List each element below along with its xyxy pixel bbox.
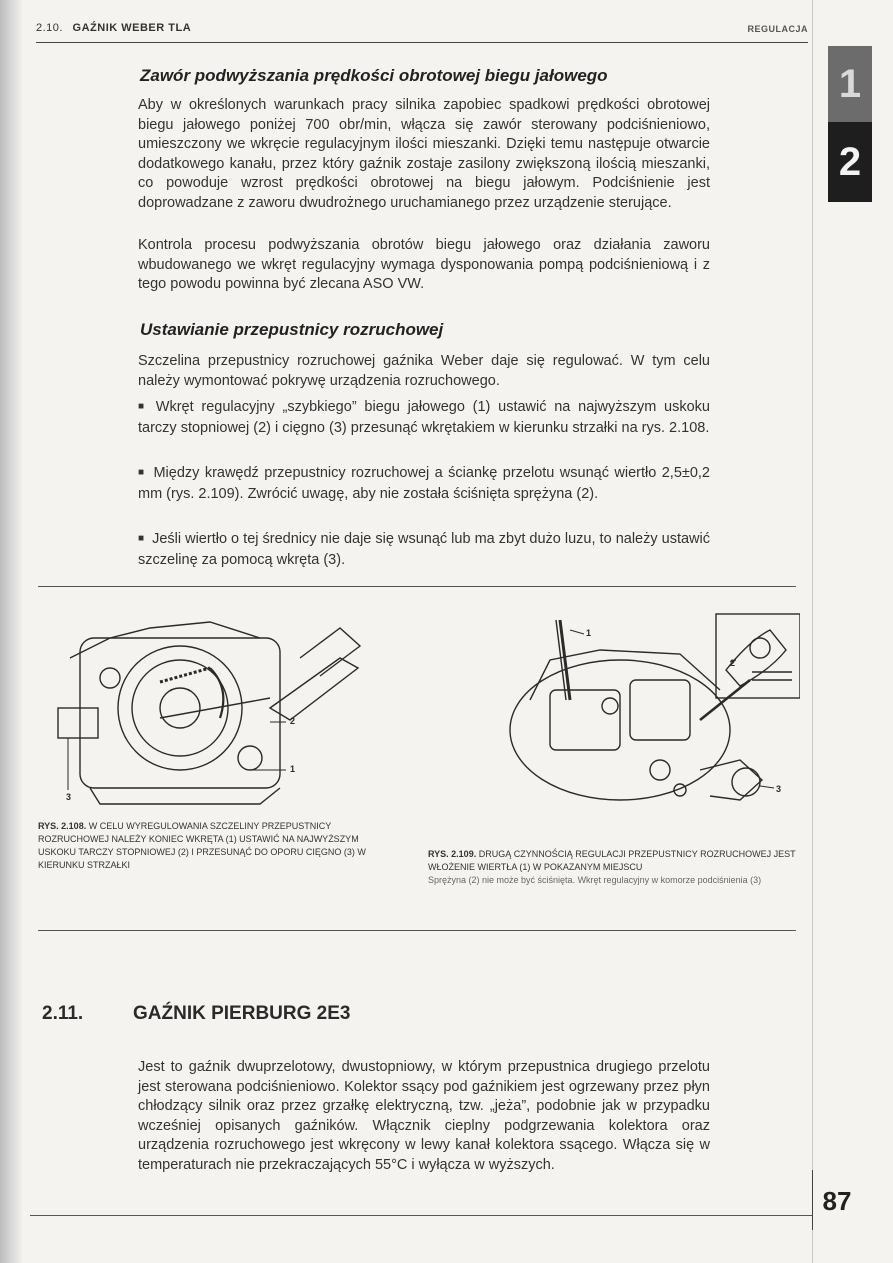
figure-2-108-callout-3: 3 <box>66 792 72 802</box>
figure-2-109-note: Sprężyna (2) nie może być ściśnięta. Wkręt regulacyjny w komorze podciśnienia (3) <box>428 875 762 885</box>
section-2-11-title: GAŹNIK PIERBURG 2E3 <box>133 1003 351 1024</box>
section-2-11-number: 2.11. <box>42 1003 84 1024</box>
figure-2-108-number: RYS. 2.108. <box>38 821 87 831</box>
figure-2-109-caption <box>428 848 800 887</box>
figure-2-109-callout-3: 3 <box>776 784 782 794</box>
idle-valve-heading: Zawór podwyższania prędkości obrotowej biegu jałowego <box>140 66 608 85</box>
choke-bullet-1: ■ Wkręt regulacyjny „szybkiego” biegu jałowego (1) ustawić na najwyższym uskoku tarczy stopniowej (2) i cięgno (3) przesunąć wkrętakiem w kierunku strzałki na rys. 2.108. <box>138 398 710 438</box>
figures-top-rule <box>38 586 796 587</box>
figure-2-108-callout-2: 2 <box>290 716 296 726</box>
idle-valve-paragraph-2: Kontrola procesu podwyższania obrotów biegu jałowego oraz działania zaworu wbudowanego we wkręt regulacyjny wymaga dysponowania pompą podciśnieniową i z tego powodu powinna być zlecana ASO VW. <box>138 237 710 292</box>
figure-2-108-caption-text: W CELU WYREGULOWANIA SZCZELINY PRZEPUSTNICY ROZRUCHOWEJ NALEŻY KONIEC WKRĘTA (1) USTAWIĆ NA NAJWYŻSZYM USKOKU TARCZY STOPNIOWEJ (2) I PRZESUNĄĆ DO OPORU CIĘGNO (3) W KIERUNKU STRZAŁKI <box>38 821 366 870</box>
running-head-title: GAŹNIK WEBER TLA <box>72 22 192 34</box>
page-number: 87 <box>822 1186 852 1216</box>
figure-2-108-drawing <box>40 598 370 810</box>
figures-bottom-rule <box>38 930 796 931</box>
running-head-section <box>36 22 191 34</box>
choke-bullet-3: ■ Jeśli wiertło o tej średnicy nie daje się wsunąć lub ma zbyt dużo luzu, to należy ustawić szczelinę za pomocą wkręta (3). <box>138 530 710 570</box>
page-binding-edge <box>0 0 22 1263</box>
figure-2-109-drawing <box>500 600 800 840</box>
idle-valve-paragraph-1: Aby w określonych warunkach pracy silnika zapobiec spadkowi prędkości obrotowej biegu jałowego poniżej 700 obr/min, włącza się zawór sterowany podciśnieniowo, umieszczony we wkręcie regulacyjnym ilości mieszanki. Dzięki temu następuje otwarcie dodatkowego kanału, przez który gaźnik zostaje zasilony zwiększoną ilością mieszanki, co powoduje wzrost prędkości obrotowej na biegu jałowym. Podciśnienie jest doprowadzane z zaworu dwudrożnego uruchamianego przez urządzenie sterujące. <box>138 97 710 211</box>
choke-heading: Ustawianie przepustnicy rozruchowej <box>140 320 444 339</box>
running-head-chapter: REGULACJA <box>747 24 808 34</box>
choke-bullet-2: ■ Między krawędź przepustnicy rozruchowej a ściankę przelotu wsunąć wiertło 2,5±0,2 mm (rys. 2.109). Zwrócić uwagę, aby nie została ściśnięta sprężyna (2). <box>138 464 710 504</box>
margin-rule <box>812 0 813 1263</box>
choke-intro: Szczelina przepustnicy rozruchowej gaźnika Weber daje się regulować. W tym celu należy wymontować pokrywę urządzenia rozruchowego. <box>138 353 710 389</box>
running-head-number: 2.10. <box>36 22 63 34</box>
running-head <box>36 20 808 43</box>
figure-2-108-callout-1: 1 <box>290 764 296 774</box>
pierburg-paragraph: Jest to gaźnik dwuprzelotowy, dwustopniowy, w którym przepustnica drugiego przelotu jest sterowana podciśnieniowo. Kolektor ssący pod gaźnikiem jest ogrzewany przez płyn chłodzący silnik oraz przez grzałkę elektryczną, tzw. „jeża”, podobnie jak w przypadku wcześniej opisanych gaźników. Włącznik cieplny podgrzewania kolektora oraz urządzenia rozruchowego jest wkręcony w lewy kanał kolektora ssącego. Włącza się w temperaturach nie przekraczających 55°C i wyłącza w wyższych. <box>138 1059 710 1173</box>
figure-2-109-caption-text: DRUGĄ CZYNNOŚCIĄ REGULACJI PRZEPUSTNICY ROZRUCHOWEJ JEST WŁOŻENIE WIERTŁA (1) W POKAZANYM MIEJSCU <box>428 849 796 872</box>
figure-2-109-callout-1: 1 <box>586 628 592 638</box>
page-bottom-rule <box>30 1215 812 1216</box>
figure-2-109-callout-2: 2 <box>730 658 736 668</box>
chapter-tab-2: 2 <box>828 122 872 202</box>
figure-2-109-number: RYS. 2.109. <box>428 849 477 859</box>
chapter-tab-1: 1 <box>828 46 872 122</box>
figure-2-108-caption <box>38 820 368 872</box>
